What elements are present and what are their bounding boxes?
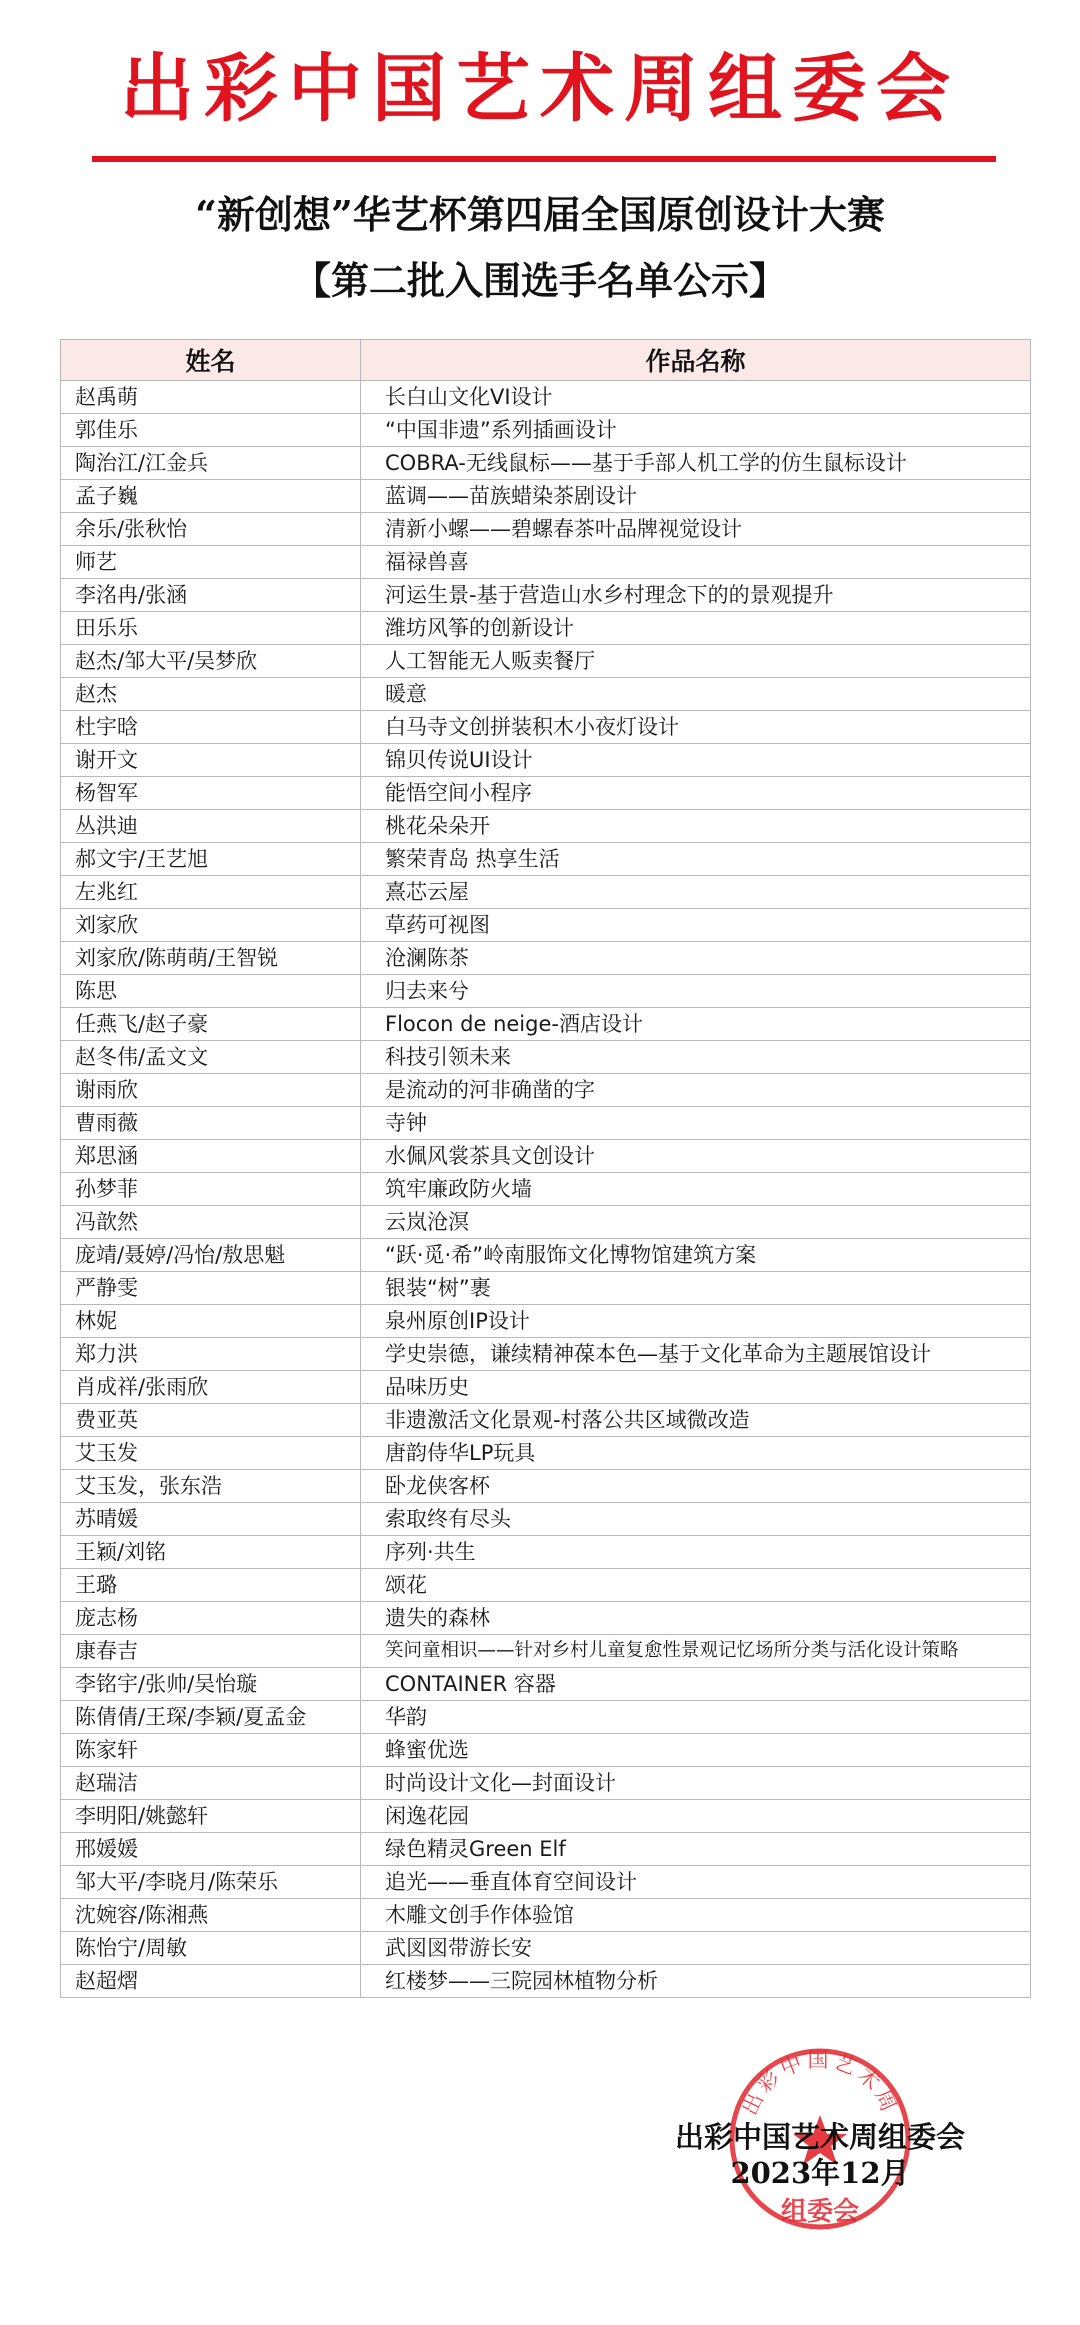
table-row: [61, 1173, 1031, 1206]
entrant-name: 赵杰: [61, 678, 361, 711]
entrant-name: 林妮: [61, 1305, 361, 1338]
entrant-name: 赵超熠: [61, 1965, 361, 1998]
table-row: [61, 810, 1031, 843]
entrant-name: 邹大平/李晓月/陈荣乐: [61, 1866, 361, 1899]
work-title: 蜂蜜优选: [361, 1734, 1031, 1767]
entrant-name: 田乐乐: [61, 612, 361, 645]
table-body: [61, 381, 1031, 1998]
table-row: [61, 381, 1031, 414]
work-title: 时尚设计文化—封面设计: [361, 1767, 1031, 1800]
work-title: 长白山文化VI设计: [361, 381, 1031, 414]
entrant-name: 陈倩倩/王琛/李颖/夏孟金: [61, 1701, 361, 1734]
work-title: 非遗激活文化景观-村落公共区域微改造: [361, 1404, 1031, 1437]
entrant-name: 庞靖/聂婷/冯怡/敖思魁: [61, 1239, 361, 1272]
table-row: [61, 711, 1031, 744]
table-row: [61, 1404, 1031, 1437]
list-title: 【第二批入围选手名单公示】: [292, 258, 787, 303]
table-row: [61, 1602, 1031, 1635]
table-row: [61, 645, 1031, 678]
entrant-name: 孙梦菲: [61, 1173, 361, 1206]
entrant-name: 孟子巍: [61, 480, 361, 513]
entrant-name: 任燕飞/赵子豪: [61, 1008, 361, 1041]
entrant-name: 严静雯: [61, 1272, 361, 1305]
entrant-name: 郝文宇/王艺旭: [61, 843, 361, 876]
table-row: [61, 414, 1031, 447]
entrant-name: 费亚英: [61, 1404, 361, 1437]
work-title: 笑问童相识——针对乡村儿童复愈性景观记忆场所分类与活化设计策略: [361, 1635, 1031, 1668]
table-row: [61, 744, 1031, 777]
table-row: [61, 612, 1031, 645]
work-title: 木雕文创手作体验馆: [361, 1899, 1031, 1932]
table-row: [61, 777, 1031, 810]
work-title: 清新小螺——碧螺春茶叶品牌视觉设计: [361, 513, 1031, 546]
work-title: 华韵: [361, 1701, 1031, 1734]
table-row: [61, 1008, 1031, 1041]
table-row: [61, 1800, 1031, 1833]
work-title: 唐韵侍华LP玩具: [361, 1437, 1031, 1470]
table-row: [61, 1239, 1031, 1272]
signature-org: 出彩中国艺术周组委会: [674, 2120, 965, 2154]
svg-text:出彩中国艺术周: [738, 2048, 903, 2119]
entrant-name: 余乐/张秋怡: [61, 513, 361, 546]
work-title: 桃花朵朵开: [361, 810, 1031, 843]
table-row: [61, 1272, 1031, 1305]
work-title: 水佩风裳茶具文创设计: [361, 1140, 1031, 1173]
table-row: [61, 447, 1031, 480]
table-row: [61, 513, 1031, 546]
entrant-name: 王颖/刘铭: [61, 1536, 361, 1569]
entrant-name: 赵冬伟/孟文文: [61, 1041, 361, 1074]
work-title: Flocon de neige-酒店设计: [361, 1008, 1031, 1041]
table-row: [61, 1866, 1031, 1899]
entrant-name: 陈思: [61, 975, 361, 1008]
table-row: [61, 1470, 1031, 1503]
work-title: 繁荣青岛 热享生活: [361, 843, 1031, 876]
entrant-name: 郭佳乐: [61, 414, 361, 447]
entrant-name: 李洺冉/张涵: [61, 579, 361, 612]
entrant-name: 苏晴媛: [61, 1503, 361, 1536]
seal-bottom-text: 组委会: [780, 2197, 859, 2227]
work-title: 红楼梦——三院园林植物分析: [361, 1965, 1031, 1998]
table-row: [61, 975, 1031, 1008]
work-title: 潍坊风筝的创新设计: [361, 612, 1031, 645]
entrant-name: 赵瑞洁: [61, 1767, 361, 1800]
work-title: 泉州原创IP设计: [361, 1305, 1031, 1338]
table-row: [61, 1569, 1031, 1602]
work-title: 归去来兮: [361, 975, 1031, 1008]
table-row: [61, 1965, 1031, 1998]
entrant-name: 赵杰/邹大平/吴梦欣: [61, 645, 361, 678]
work-title: 绿色精灵Green Elf: [361, 1833, 1031, 1866]
table-row: [61, 1305, 1031, 1338]
table-row: [61, 1668, 1031, 1701]
table-row: [61, 1437, 1031, 1470]
entrant-name: 杜宇晗: [61, 711, 361, 744]
entrant-name: 丛洪迪: [61, 810, 361, 843]
finalist-table: [60, 339, 1031, 1998]
work-title: 寺钟: [361, 1107, 1031, 1140]
org-title: 出彩中国艺术周组委会: [120, 46, 960, 132]
work-title: CONTAINER 容器: [361, 1668, 1031, 1701]
entrant-name: 冯歆然: [61, 1206, 361, 1239]
entrant-name: 师艺: [61, 546, 361, 579]
work-title: 沧澜陈茶: [361, 942, 1031, 975]
work-title: 银装“树”裹: [361, 1272, 1031, 1305]
entrant-name: 谢开文: [61, 744, 361, 777]
work-title: COBRA-无线鼠标——基于手部人机工学的仿生鼠标设计: [361, 447, 1031, 480]
work-title: 颂花: [361, 1569, 1031, 1602]
work-title: 福禄兽喜: [361, 546, 1031, 579]
entrant-name: 陶治江/江金兵: [61, 447, 361, 480]
work-title: 是流动的河非确凿的字: [361, 1074, 1031, 1107]
work-title: 熹芯云屋: [361, 876, 1031, 909]
table-row: [61, 843, 1031, 876]
table-header-row: [61, 340, 1031, 381]
table-row: [61, 1503, 1031, 1536]
table-row: [61, 1932, 1031, 1965]
entrant-name: 杨智军: [61, 777, 361, 810]
work-title: 追光——垂直体育空间设计: [361, 1866, 1031, 1899]
entrant-name: 赵禹萌: [61, 381, 361, 414]
work-title: 人工智能无人贩卖餐厅: [361, 645, 1031, 678]
entrant-name: 郑思涵: [61, 1140, 361, 1173]
work-title: “中国非遗”系列插画设计: [361, 414, 1031, 447]
competition-title: “新创想”华艺杯第四届全国原创设计大赛: [195, 192, 885, 237]
table-row: [61, 1140, 1031, 1173]
table-row: [61, 1833, 1031, 1866]
entrant-name: 左兆红: [61, 876, 361, 909]
table-row: [61, 579, 1031, 612]
entrant-name: 李明阳/姚懿轩: [61, 1800, 361, 1833]
table-row: [61, 678, 1031, 711]
work-title: 索取终有尽头: [361, 1503, 1031, 1536]
table-row: [61, 1536, 1031, 1569]
work-title: 云岚沧溟: [361, 1206, 1031, 1239]
table-row: [61, 546, 1031, 579]
table-row: [61, 1041, 1031, 1074]
work-title: 遗失的森林: [361, 1602, 1031, 1635]
table-row: [61, 1635, 1031, 1668]
work-title: 武図図带游长安: [361, 1932, 1031, 1965]
work-title: 科技引领未来: [361, 1041, 1031, 1074]
work-title: 闲逸花园: [361, 1800, 1031, 1833]
table-row: [61, 480, 1031, 513]
table-row: [61, 1734, 1031, 1767]
seal-arc-text: 出彩中国艺术周: [737, 2047, 903, 2119]
name-column-header: 姓名: [61, 340, 361, 381]
signature-date: 2023年12月: [730, 2156, 910, 2190]
work-title: 白马寺文创拼装积木小夜灯设计: [361, 711, 1031, 744]
entrant-name: 康春吉: [61, 1635, 361, 1668]
entrant-name: 曹雨薇: [61, 1107, 361, 1140]
work-title: 卧龙侠客杯: [361, 1470, 1031, 1503]
work-title: 蓝调——苗族蜡染茶剧设计: [361, 480, 1031, 513]
entrant-name: 艾玉发，张东浩: [61, 1470, 361, 1503]
entrant-name: 刘家欣: [61, 909, 361, 942]
entrant-name: 陈家轩: [61, 1734, 361, 1767]
work-title: 草药可视图: [361, 909, 1031, 942]
table-row: [61, 1338, 1031, 1371]
work-title: 河运生景-基于营造山水乡村理念下的的景观提升: [361, 579, 1031, 612]
title-divider: [92, 156, 996, 162]
table-row: [61, 1767, 1031, 1800]
work-column-header: 作品名称: [361, 340, 1031, 381]
table-row: [61, 1206, 1031, 1239]
entrant-name: 陈怡宁/周敏: [61, 1932, 361, 1965]
table-row: [61, 1107, 1031, 1140]
work-title: 序列·共生: [361, 1536, 1031, 1569]
entrant-name: 王璐: [61, 1569, 361, 1602]
entrant-name: 谢雨欣: [61, 1074, 361, 1107]
table-row: [61, 1899, 1031, 1932]
entrant-name: 刘家欣/陈萌萌/王智锐: [61, 942, 361, 975]
work-title: 锦贝传说UI设计: [361, 744, 1031, 777]
work-title: 筑牢廉政防火墙: [361, 1173, 1031, 1206]
table-row: [61, 1074, 1031, 1107]
table-row: [61, 876, 1031, 909]
table-row: [61, 1371, 1031, 1404]
entrant-name: 庞志杨: [61, 1602, 361, 1635]
work-title: 能悟空间小程序: [361, 777, 1031, 810]
entrant-name: 郑力洪: [61, 1338, 361, 1371]
entrant-name: 艾玉发: [61, 1437, 361, 1470]
work-title: 暖意: [361, 678, 1031, 711]
table-row: [61, 909, 1031, 942]
entrant-name: 肖成祥/张雨欣: [61, 1371, 361, 1404]
table-row: [61, 942, 1031, 975]
table-row: [61, 1701, 1031, 1734]
entrant-name: 沈婉容/陈湘燕: [61, 1899, 361, 1932]
entrant-name: 邢媛媛: [61, 1833, 361, 1866]
entrant-name: 李铭宇/张帅/吴怡璇: [61, 1668, 361, 1701]
work-title: “跃·觅·希”岭南服饰文化博物馆建筑方案: [361, 1239, 1031, 1272]
work-title: 学史崇德，谦续精神葆本色—基于文化革命为主题展馆设计: [361, 1338, 1031, 1371]
work-title: 品味历史: [361, 1371, 1031, 1404]
